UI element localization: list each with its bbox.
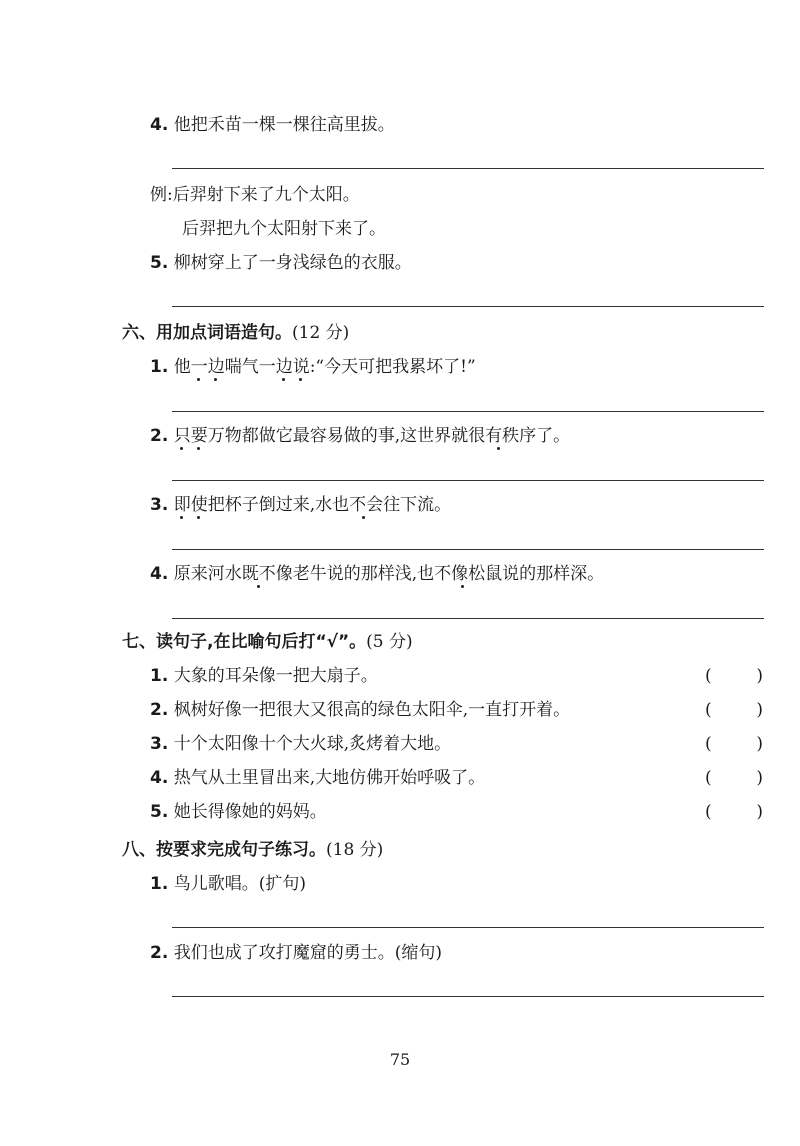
- answer-parentheses[interactable]: ( ): [705, 666, 763, 686]
- question-6-4: [150, 563, 604, 585]
- emphasis-dot: [214, 378, 217, 381]
- question-text: 他一边喘气一边说:“今天可把我累坏了!”: [173, 357, 476, 377]
- question-8-1: [150, 873, 306, 895]
- emphasis-dot: [180, 447, 183, 450]
- question-text: 她长得像她的妈妈。: [173, 802, 327, 822]
- question-7-2: [150, 699, 570, 721]
- question-text: 柳树穿上了一身浅绿色的衣服。: [173, 253, 412, 273]
- answer-line[interactable]: [172, 168, 764, 169]
- section-points: (5 分): [366, 632, 413, 652]
- question-7-3: [150, 733, 451, 755]
- section-title: 六、用加点词语造句。: [122, 323, 292, 343]
- section-title: 八、按要求完成句子练习。: [122, 840, 326, 860]
- emphasis-dot: [197, 516, 200, 519]
- question-number: 1.: [150, 874, 169, 894]
- section-7-heading: [122, 631, 413, 653]
- question-number: 4.: [150, 768, 169, 788]
- emphasis-dot: [497, 447, 500, 450]
- emphasis-dot: [197, 378, 200, 381]
- answer-line[interactable]: [172, 549, 764, 550]
- question-6-1: [150, 356, 476, 378]
- question-7-1: [150, 665, 378, 687]
- example-answer: 后羿把九个太阳射下来了。: [182, 219, 386, 239]
- question-text: 他把禾苗一棵一棵往高里拔。: [173, 115, 395, 135]
- page-number: 75: [389, 1050, 411, 1069]
- emphasis-dot: [257, 585, 260, 588]
- answer-line[interactable]: [172, 996, 764, 997]
- question-number: 4.: [150, 115, 169, 135]
- answer-line[interactable]: [172, 927, 764, 928]
- section-points: (12 分): [292, 323, 350, 343]
- answer-parentheses[interactable]: ( ): [705, 734, 763, 754]
- question-text: 十个太阳像十个大火球,炙烤着大地。: [173, 734, 452, 754]
- question-number: 1.: [150, 357, 169, 377]
- question-number: 3.: [150, 734, 169, 754]
- question-text: 我们也成了攻打魔窟的勇士。: [173, 943, 395, 963]
- question-text: 只要万物都做它最容易做的事,这世界就很有秩序了。: [173, 426, 571, 446]
- answer-parentheses[interactable]: ( ): [705, 768, 763, 788]
- emphasis-dot: [197, 447, 200, 450]
- question-number: 5.: [150, 253, 169, 273]
- question-number: 4.: [150, 564, 169, 584]
- question-text: 枫树好像一把很大又很高的绿色太阳伞,一直打开着。: [173, 700, 571, 720]
- question-text: 原来河水既不像老牛说的那样浅,也不像松鼠说的那样深。: [173, 564, 605, 584]
- question-8-2: [150, 942, 442, 964]
- example-label: 例:后羿射下来了九个太阳。: [150, 185, 360, 205]
- question-number: 2.: [150, 943, 169, 963]
- answer-parentheses[interactable]: ( ): [705, 802, 763, 822]
- question-text: 大象的耳朵像一把大扇子。: [173, 666, 378, 686]
- emphasis-dot: [282, 378, 285, 381]
- question-number: 5.: [150, 802, 169, 822]
- answer-line[interactable]: [172, 480, 764, 481]
- answer-parentheses[interactable]: ( ): [705, 700, 763, 720]
- emphasis-dot: [461, 585, 464, 588]
- question-number: 2.: [150, 700, 169, 720]
- question-5-4: [150, 114, 395, 136]
- question-6-2: [150, 425, 570, 447]
- emphasis-dot: [180, 516, 183, 519]
- answer-line[interactable]: [172, 306, 764, 307]
- section-title: 七、读句子,在比喻句后打“√”。: [122, 632, 367, 652]
- emphasis-dot: [362, 516, 365, 519]
- question-text: 即使把杯子倒过来,水也不会往下流。: [173, 495, 452, 515]
- emphasis-dot: [299, 378, 302, 381]
- question-7-5: [150, 801, 327, 823]
- requirement-note: (缩句): [394, 943, 442, 963]
- section-points: (18 分): [326, 840, 384, 860]
- question-6-3: [150, 494, 451, 516]
- question-number: 1.: [150, 666, 169, 686]
- question-5-5: [150, 252, 412, 274]
- answer-line[interactable]: [172, 411, 764, 412]
- question-7-4: [150, 767, 485, 789]
- question-text: 热气从土里冒出来,大地仿佛开始呼吸了。: [173, 768, 486, 788]
- question-text: 鸟儿歌唱。: [173, 874, 259, 894]
- question-number: 2.: [150, 426, 169, 446]
- answer-line[interactable]: [172, 618, 764, 619]
- section-6-heading: [122, 322, 349, 344]
- question-number: 3.: [150, 495, 169, 515]
- section-8-heading: [122, 839, 383, 861]
- requirement-note: (扩句): [258, 874, 306, 894]
